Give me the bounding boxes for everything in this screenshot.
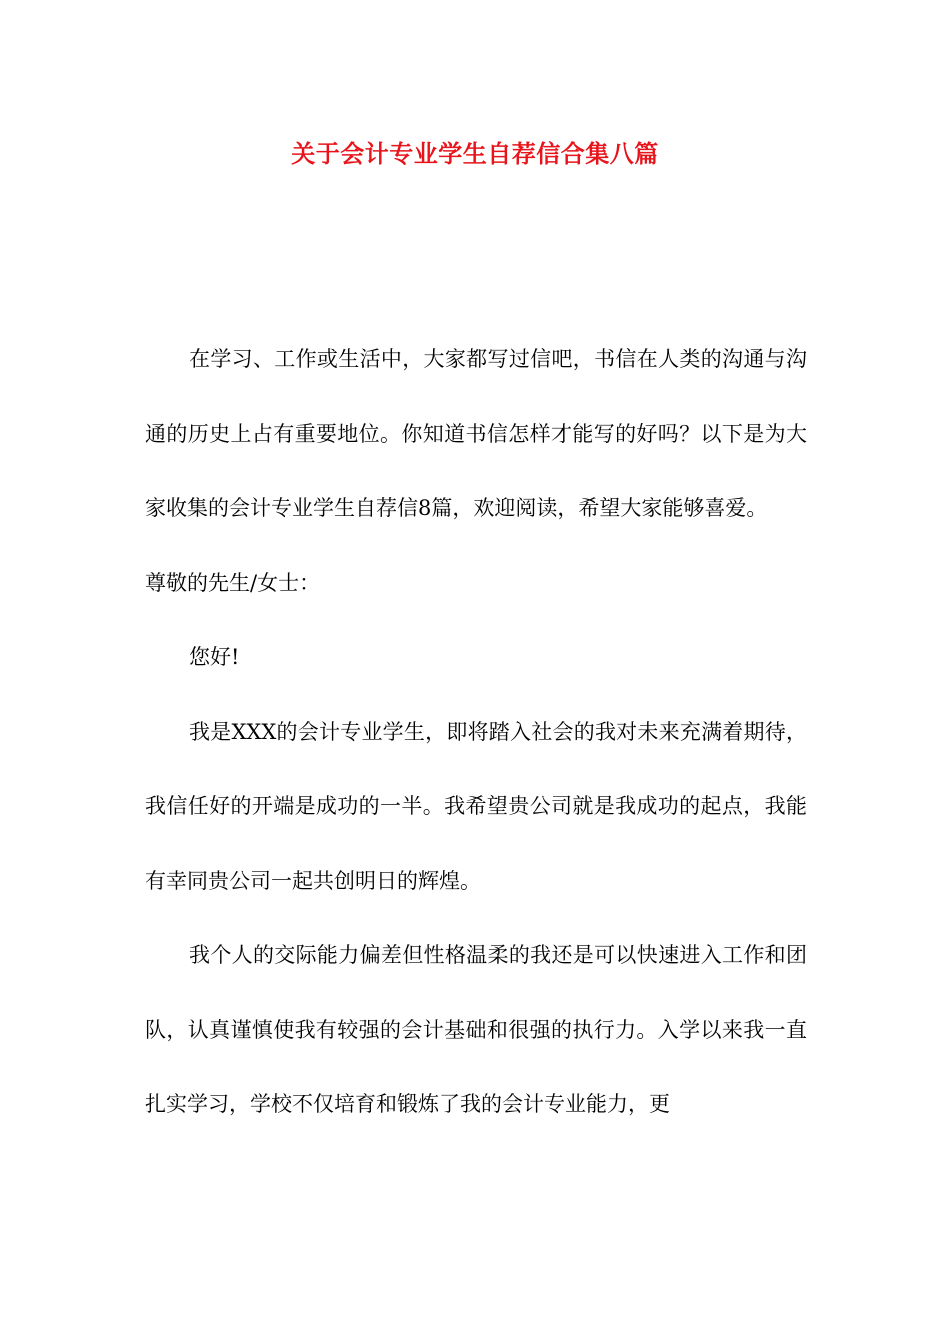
salutation: 尊敬的先生/女士： [145,570,321,595]
document-title: 关于会计专业学生自荐信合集八篇 [291,139,659,168]
body-paragraph: 我是XXX的会计专业学生，即将踏入社会的我对未来充满着期待，我信任好的开端是成功的一半。我希望贵公司就是我成功的起点，我能有幸同贵公司一起共创明日的辉煌。 [145,719,807,893]
greeting: 您好! [189,645,240,669]
document-body [145,322,807,1142]
intro-paragraph: 在学习、工作或生活中，大家都写过信吧，书信在人类的沟通与沟通的历史上占有重要地位。你知道书信怎样才能写的好吗？以下是为大家收集的会计专业学生自荐信8篇，欢迎阅读，希望大家能够喜爱。 [145,347,807,520]
body-paragraph: 我个人的交际能力偏差但性格温柔的我还是可以快速进入工作和团队，认真谨慎使我有较强的会计基础和很强的执行力。入学以来我一直扎实学习，学校不仅培育和锻炼了我的会计专业能力，更 [145,943,807,1116]
